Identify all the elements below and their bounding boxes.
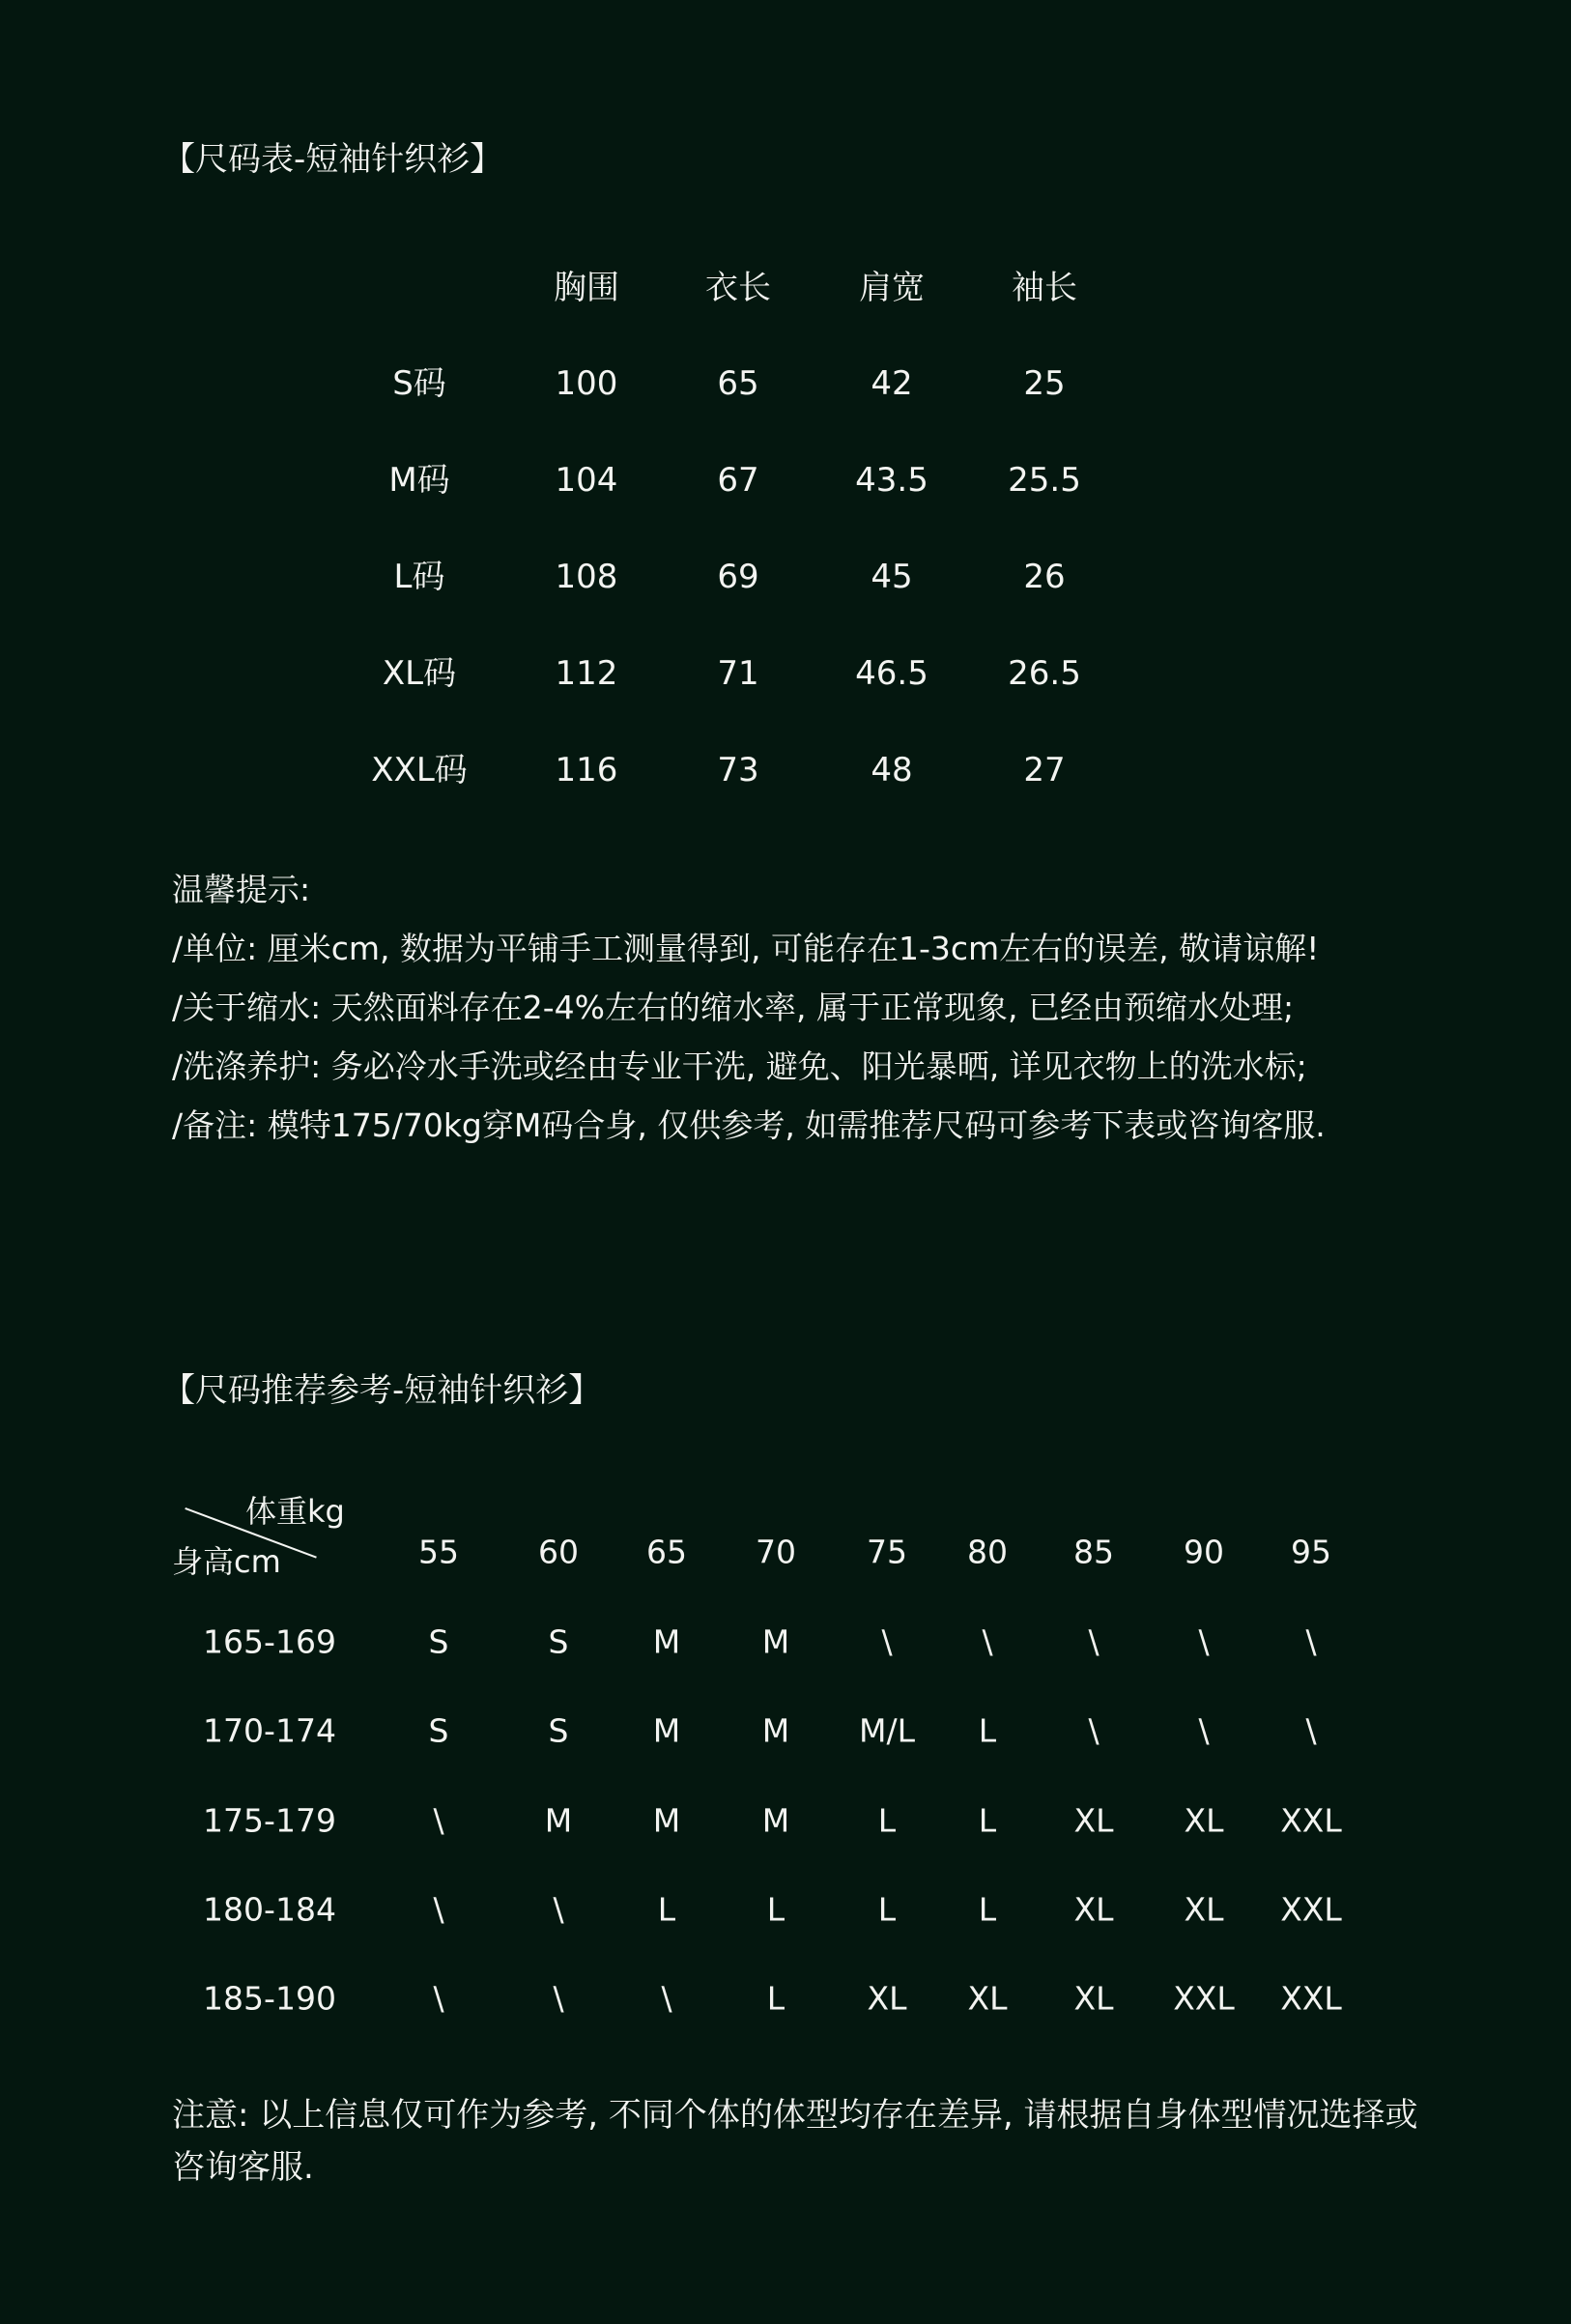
corner-height-label: 身高cm: [172, 1543, 281, 1580]
recommendation-cell: \: [881, 1622, 893, 1661]
size-chart-cell: 46.5: [855, 654, 928, 693]
tips-line-remark: /备注: 模特175/70kg穿M码合身, 仅供参考, 如需推荐尺码可参考下表或咨询客服.: [172, 1106, 1326, 1144]
tips-block: [172, 860, 1326, 1155]
recommendation-cell: \: [433, 1801, 444, 1840]
size-chart-row-size: S码: [392, 364, 446, 403]
height-label: 185-190: [203, 1979, 336, 2018]
weight-header: 70: [756, 1533, 796, 1571]
recommendation-cell: \: [1305, 1622, 1317, 1661]
size-chart-cell: 67: [717, 461, 759, 500]
size-chart-cell: 100: [555, 364, 618, 403]
weight-header: 75: [867, 1533, 907, 1571]
recommendation-cell: XXL: [1173, 1979, 1235, 2018]
recommendation-cell: \: [1198, 1622, 1210, 1661]
tips-heading: 温馨提示:: [172, 871, 311, 908]
size-chart-cell: 69: [717, 558, 759, 596]
recommendation-cell: \: [553, 1979, 564, 2018]
tips-line-washing: /洗涤养护: 务必冷水手洗或经由专业干洗, 避免、阳光暴晒, 详见衣物上的洗水标;: [172, 1047, 1307, 1085]
recommendation-cell: M: [761, 1622, 790, 1661]
recommendation-cell: \: [433, 1979, 444, 2018]
size-chart-cell: 65: [717, 364, 759, 403]
recommendation-cell: M/L: [859, 1711, 915, 1750]
height-label: 175-179: [203, 1801, 336, 1840]
recommendation-cell: L: [978, 1711, 997, 1750]
recommendation-cell: M: [544, 1801, 573, 1840]
height-label: 165-169: [203, 1622, 336, 1661]
recommendation-cell: S: [428, 1622, 449, 1661]
recommendation-cell: M: [652, 1801, 681, 1840]
size-chart-row-size: XXL码: [371, 751, 468, 789]
recommendation-cell: S: [548, 1711, 569, 1750]
recommendation-cell: S: [428, 1711, 449, 1750]
corner-weight-label: 体重kg: [245, 1493, 345, 1530]
recommendation-cell: \: [982, 1622, 993, 1661]
size-chart-row-size: M码: [388, 461, 450, 500]
recommendation-cell: L: [657, 1890, 676, 1929]
recommendation-cell: XL: [1073, 1801, 1114, 1840]
weight-header: 55: [418, 1533, 459, 1571]
tips-line-shrinkage: /关于缩水: 天然面料存在2-4%左右的缩水率, 属于正常现象, 已经由预缩水处理;: [172, 989, 1295, 1026]
size-chart-header-chest: 胸围: [554, 269, 619, 307]
recommendation-cell: XL: [967, 1979, 1008, 2018]
size-chart-title: 【尺码表-短袖针织衫】: [162, 140, 503, 179]
recommendation-cell: XXL: [1280, 1890, 1342, 1929]
weight-header: 85: [1073, 1533, 1114, 1571]
weight-header: 65: [646, 1533, 687, 1571]
size-chart-cell: 112: [555, 654, 618, 693]
recommendation-cell: L: [766, 1890, 786, 1929]
height-label: 180-184: [203, 1890, 336, 1929]
size-chart-cell: 45: [871, 558, 913, 596]
size-chart-cell: 26: [1023, 558, 1066, 596]
recommendation-cell: XXL: [1280, 1979, 1342, 2018]
recommendation-cell: \: [1088, 1711, 1100, 1750]
recommendation-cell: M: [761, 1711, 790, 1750]
recommendation-cell: XL: [1073, 1890, 1114, 1929]
recommendation-cell: \: [1088, 1622, 1100, 1661]
recommendation-cell: \: [433, 1890, 444, 1929]
size-chart-cell: 26.5: [1008, 654, 1081, 693]
recommendation-cell: XL: [1073, 1979, 1114, 2018]
recommendation-cell: \: [1198, 1711, 1210, 1750]
recommendation-cell: L: [978, 1890, 997, 1929]
height-label: 170-174: [203, 1711, 336, 1750]
recommendation-cell: L: [766, 1979, 786, 2018]
recommendation-cell: XXL: [1280, 1801, 1342, 1840]
recommendation-title: 【尺码推荐参考-短袖针织衫】: [162, 1371, 602, 1410]
recommendation-corner-header: [172, 1488, 356, 1580]
size-chart-cell: 108: [555, 558, 618, 596]
recommendation-cell: \: [1305, 1711, 1317, 1750]
size-chart-header-length: 衣长: [705, 269, 771, 307]
recommendation-cell: M: [652, 1711, 681, 1750]
size-chart-cell: 27: [1023, 751, 1066, 789]
size-chart-cell: 48: [871, 751, 913, 789]
size-chart-cell: 25: [1023, 364, 1066, 403]
recommendation-cell: \: [661, 1979, 672, 2018]
size-chart-row-size: L码: [393, 558, 445, 596]
size-chart-cell: 42: [871, 364, 913, 403]
size-chart-cell: 104: [555, 461, 618, 500]
recommendation-cell: L: [978, 1801, 997, 1840]
tips-line-unit: /单位: 厘米cm, 数据为平铺手工测量得到, 可能存在1-3cm左右的误差, 敬请谅解!: [172, 930, 1320, 967]
recommendation-note: 注意: 以上信息仅可作为参考, 不同个体的体型均存在差异, 请根据自身体型情况选择或咨询客服.: [172, 2096, 1418, 2187]
size-chart-cell: 116: [555, 751, 618, 789]
weight-header: 90: [1184, 1533, 1224, 1571]
weight-header: 95: [1291, 1533, 1331, 1571]
recommendation-cell: L: [877, 1890, 897, 1929]
recommendation-cell: XL: [1184, 1801, 1224, 1840]
size-chart-cell: 25.5: [1008, 461, 1081, 500]
size-chart-cell: 43.5: [855, 461, 928, 500]
recommendation-cell: XL: [867, 1979, 907, 2018]
recommendation-cell: S: [548, 1622, 569, 1661]
weight-header: 60: [538, 1533, 579, 1571]
size-chart-cell: 73: [717, 751, 759, 789]
recommendation-cell: M: [652, 1622, 681, 1661]
recommendation-cell: \: [553, 1890, 564, 1929]
size-chart-header-shoulder: 肩宽: [859, 269, 925, 307]
recommendation-cell: XL: [1184, 1890, 1224, 1929]
size-chart-header-sleeve: 袖长: [1012, 269, 1077, 307]
weight-header: 80: [967, 1533, 1008, 1571]
recommendation-cell: L: [877, 1801, 897, 1840]
size-chart-cell: 71: [717, 654, 759, 693]
size-chart-row-size: XL码: [382, 654, 457, 693]
recommendation-cell: M: [761, 1801, 790, 1840]
